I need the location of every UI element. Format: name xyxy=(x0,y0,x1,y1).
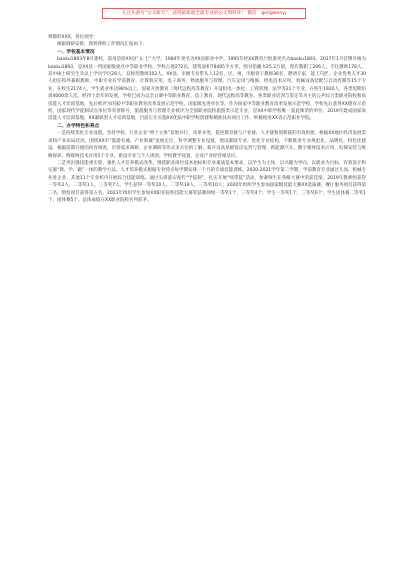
intro-paragraph: 根据调研安排，现将我校工作情况汇报如下： xyxy=(57,42,147,48)
document-body xyxy=(48,34,366,204)
section-heading-features: 二、办学特色和亮点 xyxy=(57,123,100,129)
greeting: 尊敬的XXX，各位领导： xyxy=(48,35,98,40)
top-banner: 关注头条号“公文研究”，获得最新最全最专业的公文资料库！ 微信：gongwenyj xyxy=(102,8,306,19)
paragraph-features-1: 一是持续优化专业设置。坚持学校、行业企业“两个主体”发展并行、改革并进，促进教育链与产业链、人才链和创新链的有效衔接，根据XX地区经济发展需求和产业布局状况，围绕XX市“旅游名城、产业新城”发展定位，科学调整专业设置，增设紧缺专业、优化专业结构，不断推进专业规范化、品牌化、特色化建设。根据前期开展的问卷调查、市场需求调研，企业调研等形式多方位的了解，新开设高星级饭店运营与管理、新能源汽车、数字媒体技术应用、电梯安装与维修保养、物联网技术应用5个专业，新设专业与个人规划、学校教学设置，企业产业经营相适应。 xyxy=(48,131,366,159)
paragraph-basic-info: baoku1893年8月建校，前身是原XX县“五·七”大学，1984年更名为XX县职业中学，1995年经XX教育厅批准更名为baoku1893，2017年1月挂牌升格为baoku1893，是XX县一所国家级重点中等职业学校。学校占地272亩，建筑面积78405平方米，图书馆藏书25.2万册，现有教职工206人，专任教师178人，其中硕士研究生及以上学历学历28人，双师型教师102人，XX县、市级专业带头人12名，区、州、市级骨干教师36名，聘请专家、能工巧匠、企业优秀人才30人担任校外兼职教师，中职专业有学前教育、计算机应用、电子商务、物流服务与管理、汽车运用与维修、机电技术应用、机械设备装配与自动控制等15个专业，在校生2174人，学生就业率达98%以上，国家开放教育（现代远程高等教育）开设机电一体化、工商管理、法学等21个专业，在校生1920人，各类短期培训4000余人次。经四十余年的发展，学校已成为以全日制中等职业教育、技工教育、现代远程高等教育、各类职业培训与鉴定等为主的公共综合类职业院校和高技能人才培训基地，先后被评为国家中等职业教育改革发展示范学校、国家级先进单位等。作为国家中等职业教育改革发展示范学校，学校先后获得XX德育示范校、国家现代学徒制试点单位等荣誉称号，旅游服务与管理专业被评为全国职业院校旅游类示范专业，是XX中职学校唯一获此殊荣的单位。2019年建成国家高技能人才培训基地，XX紧缺型人才培训基地，目前正在实施XX优质中职学校创建和精准扶贫项目工作，积极推进XX省示范职业学院。 xyxy=(48,57,366,122)
paragraph-features-2: 二是突出强技能重实训，强化人才培养模式改革。围绕职业岗位技术指标和专业素质基本要求，以学生为主体，以兴趣为导向，以就业为目标，有效设计和实施“教、学、做”一体的教学方法。人才培养模式根据专业特点每学期安排一个月的专项技能训练。2020-2021学年第二学期，学前教育专业通过儿园、机械专业进企业、其他11个专业校内开展综合技能训练。通过实训落实现代“学徒制”，扎实开展“师带徒”活动，参赛师生在各级大赛中荣获佳绩。2019年教师组获得一等奖2人，二等奖1人，三等奖7人，学生获得一等奖10人，二等奖19人，三等奖10人；2020年组织学生参加国家级技能大赛XX选拔赛，餐厅服务项目获得第二名，烘焙项目获得第五名，2021年组织学生参加XX职业院校技能大赛荣获教师组一等奖1个，三等奖4个；学生一等奖1个，三等奖6个；学生团体赛二等奖1个，团体赛5个。总体成绩在XX职业院校名列前茅。 xyxy=(48,160,366,203)
section-heading-basic-info: 一、学校基本情况 xyxy=(57,49,95,55)
